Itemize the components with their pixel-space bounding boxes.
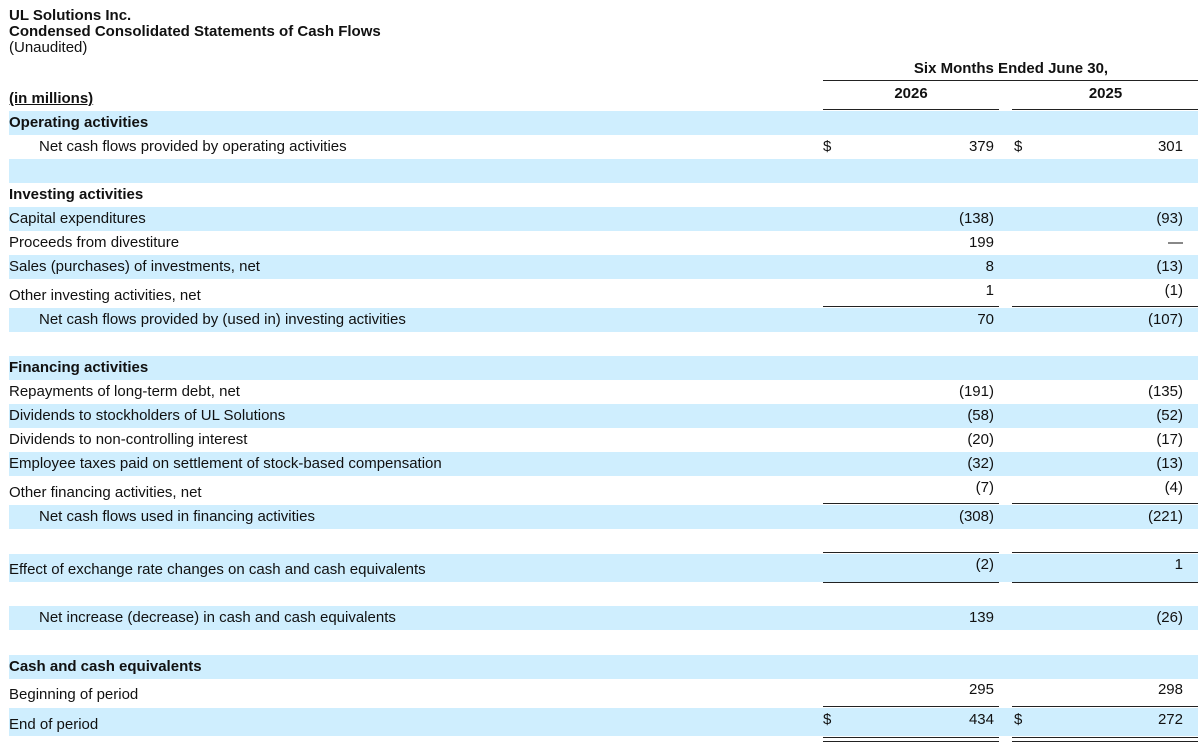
value-2025: (13)	[1156, 258, 1183, 275]
section-header-financing	[9, 356, 1198, 380]
value-2026: (7)	[975, 479, 994, 496]
row-label: End of period	[9, 716, 99, 733]
row-label: Net cash flows used in financing activities	[39, 508, 315, 525]
value-2025: 272	[1157, 711, 1183, 728]
row-label: Dividends to non-controlling interest	[9, 431, 248, 448]
subtotal-rule	[1012, 582, 1198, 583]
currency-symbol: $	[1014, 138, 1023, 155]
subtotal-rule	[823, 552, 999, 553]
value-2025: (52)	[1156, 407, 1183, 424]
subtotal-rule	[823, 706, 999, 707]
value-2026: 295	[968, 681, 994, 698]
value-2025: (135)	[1147, 383, 1183, 400]
subtotal-rule	[823, 306, 999, 307]
value-2026: 8	[985, 258, 994, 275]
currency-symbol: $	[823, 138, 832, 155]
row-label: Net cash flows provided by (used in) investing activities	[39, 311, 406, 328]
row-label: Other financing activities, net	[9, 484, 202, 501]
value-2026: 1	[985, 282, 994, 299]
row-label: Capital expenditures	[9, 210, 146, 227]
section-label: Investing activities	[9, 186, 144, 203]
value-2025: 301	[1157, 138, 1183, 155]
value-2026: (191)	[958, 383, 994, 400]
statement-header	[9, 8, 381, 56]
table-row-beginning	[9, 682, 1198, 706]
spacer-row	[9, 159, 1198, 183]
table-row-divestiture	[9, 231, 1198, 255]
value-2025: (107)	[1147, 311, 1183, 328]
period-column-header: Six Months Ended June 30,	[823, 60, 1198, 81]
table-row-net-change	[9, 606, 1198, 630]
unaudited-note: (Unaudited)	[9, 39, 88, 56]
row-label: Proceeds from divestiture	[9, 234, 180, 251]
subtotal-rule	[1012, 706, 1198, 707]
value-2026: 199	[968, 234, 994, 251]
row-label: Beginning of period	[9, 686, 139, 703]
section-header-investing	[9, 183, 1198, 207]
table-row-operating-net	[9, 135, 1198, 159]
value-2025: (26)	[1156, 609, 1183, 626]
subtotal-rule	[1012, 306, 1198, 307]
value-2026: (58)	[967, 407, 994, 424]
total-double-rule	[1012, 737, 1198, 742]
section-label: Financing activities	[9, 359, 149, 376]
subtotal-rule	[1012, 552, 1198, 553]
value-2025: —	[1168, 234, 1183, 251]
table-row-investments	[9, 255, 1198, 279]
row-label: Other investing activities, net	[9, 287, 201, 304]
value-2025: (221)	[1147, 508, 1183, 525]
value-2026: (308)	[958, 508, 994, 525]
table-row-employee-taxes	[9, 452, 1198, 476]
value-2026: (138)	[958, 210, 994, 227]
table-row-fx-effect	[9, 554, 1198, 582]
table-row-debt	[9, 380, 1198, 404]
value-2025: (93)	[1156, 210, 1183, 227]
value-2025: 298	[1157, 681, 1183, 698]
value-2026: 379	[968, 138, 994, 155]
subtotal-rule	[823, 582, 999, 583]
value-2025: (1)	[1164, 282, 1183, 299]
row-label: Effect of exchange rate changes on cash and cash equivalents	[9, 561, 426, 578]
value-2026: 434	[968, 711, 994, 728]
row-label: Employee taxes paid on settlement of stock-based compensation	[9, 455, 442, 472]
table-row-financing-net	[9, 505, 1198, 529]
subtotal-rule	[823, 503, 999, 504]
currency-symbol: $	[823, 711, 832, 728]
row-label: Net increase (decrease) in cash and cash equivalents	[39, 609, 396, 626]
total-double-rule	[823, 737, 999, 742]
table-row-dividends-ul	[9, 404, 1198, 428]
value-2026: 139	[968, 609, 994, 626]
value-2026: (32)	[967, 455, 994, 472]
currency-symbol: $	[1014, 711, 1023, 728]
table-row-capex	[9, 207, 1198, 231]
value-2025: (4)	[1164, 479, 1183, 496]
value-2026: (20)	[967, 431, 994, 448]
year-2026-header: 2026	[823, 85, 999, 110]
row-label: Dividends to stockholders of UL Solutions	[9, 407, 286, 424]
value-2026: 70	[977, 311, 994, 328]
table-row-dividends-nci	[9, 428, 1198, 452]
section-label: Operating activities	[9, 114, 149, 131]
table-row-investing-net	[9, 308, 1198, 332]
units-label: (in millions)	[9, 90, 94, 107]
subtotal-rule	[1012, 503, 1198, 504]
value-2025: (17)	[1156, 431, 1183, 448]
value-2025: (13)	[1156, 455, 1183, 472]
row-label: Sales (purchases) of investments, net	[9, 258, 260, 275]
row-label: Net cash flows provided by operating activities	[39, 138, 347, 155]
value-2025: 1	[1174, 556, 1183, 573]
row-label: Repayments of long-term debt, net	[9, 383, 240, 400]
table-row-end	[9, 708, 1198, 736]
section-header-operating	[9, 111, 1198, 135]
statement-title: Condensed Consolidated Statements of Cash Flows	[9, 23, 381, 40]
table-row-other-financing	[9, 479, 1198, 503]
table-row-other-investing	[9, 282, 1198, 306]
company-name: UL Solutions Inc.	[9, 7, 132, 24]
section-label: Cash and cash equivalents	[9, 658, 202, 675]
year-2025-header: 2025	[1012, 85, 1198, 110]
section-header-cash	[9, 655, 1198, 679]
value-2026: (2)	[975, 556, 994, 573]
